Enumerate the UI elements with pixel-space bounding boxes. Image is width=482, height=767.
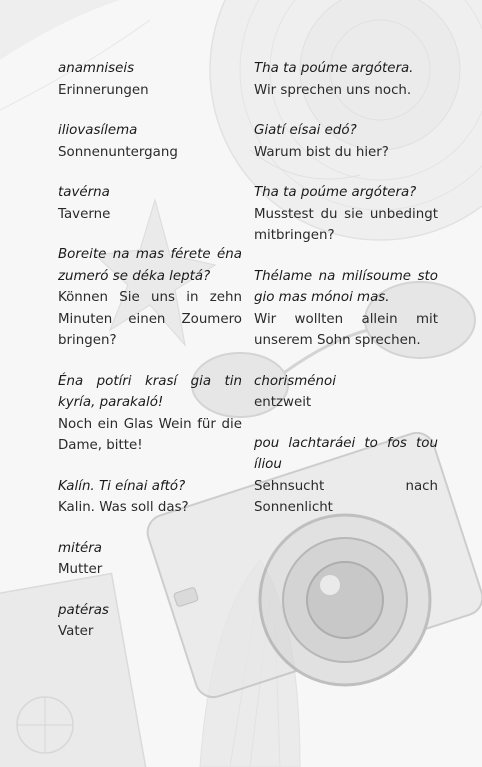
greek-phrase: Tha ta poúme argótera. — [254, 61, 414, 76]
vocab-entry — [58, 538, 242, 581]
vocab-entry — [254, 433, 438, 519]
greek-phrase: Thélame na milísoume sto gio mas mónoi mas. — [254, 268, 438, 305]
german-translation: Musstest du sie unbedingt mitbringen? — [254, 206, 438, 243]
greek-phrase: pou lachtaráei to fos tou íliou — [254, 435, 438, 472]
vocab-entry — [58, 476, 242, 519]
greek-phrase: Kalín. Ti eínai aftó? — [58, 478, 186, 494]
german-translation: Wir wollten allein mit unserem Sohn sprechen. — [254, 311, 438, 348]
german-translation: Kalin. Was soll das? — [58, 500, 189, 515]
greek-phrase: Boreite na mas férete éna zumeró se déka leptá? — [58, 247, 242, 284]
vocab-entry — [254, 120, 438, 163]
german-translation: Sehnsucht nach Sonnenlicht — [254, 478, 438, 515]
greek-phrase: patéras — [58, 602, 109, 618]
vocab-entry — [58, 58, 242, 101]
vocab-entry — [58, 244, 242, 352]
greek-phrase: mitéra — [58, 540, 102, 556]
vocab-entry — [58, 371, 242, 457]
greek-phrase: chorisménoi — [254, 373, 336, 389]
german-translation: Taverne — [58, 206, 111, 222]
right-column — [254, 58, 438, 538]
german-translation: Wir sprechen uns noch. — [254, 82, 412, 98]
german-translation: Mutter — [58, 562, 103, 577]
greek-phrase: Éna potíri krasí gia tin kyría, parakaló! — [58, 373, 242, 410]
greek-phrase: iliovasílema — [58, 123, 138, 138]
german-translation: Erinnerungen — [58, 82, 149, 98]
german-translation: Können Sie uns in zehn Minuten einen Zoumero bringen? — [58, 290, 242, 348]
greek-phrase: anamniseis — [58, 61, 135, 76]
german-translation: Noch ein Glas Wein für die Dame, bitte! — [58, 416, 242, 453]
greek-phrase: Giatí eísai edó? — [254, 123, 357, 138]
greek-phrase: Tha ta poúme argótera? — [254, 185, 417, 200]
vocab-entry — [254, 266, 438, 352]
vocab-entry — [58, 600, 242, 643]
german-translation: Sonnenuntergang — [58, 144, 178, 160]
german-translation: Warum bist du hier? — [254, 144, 389, 160]
vocab-entry — [254, 58, 438, 101]
vocab-entry — [58, 182, 242, 225]
german-translation: Vater — [58, 624, 94, 639]
left-column — [58, 58, 242, 662]
greek-phrase: tavérna — [58, 185, 110, 200]
vocab-entry — [254, 182, 438, 247]
german-translation: entzweit — [254, 395, 312, 410]
vocab-entry — [58, 120, 242, 163]
vocab-entry — [254, 371, 438, 414]
